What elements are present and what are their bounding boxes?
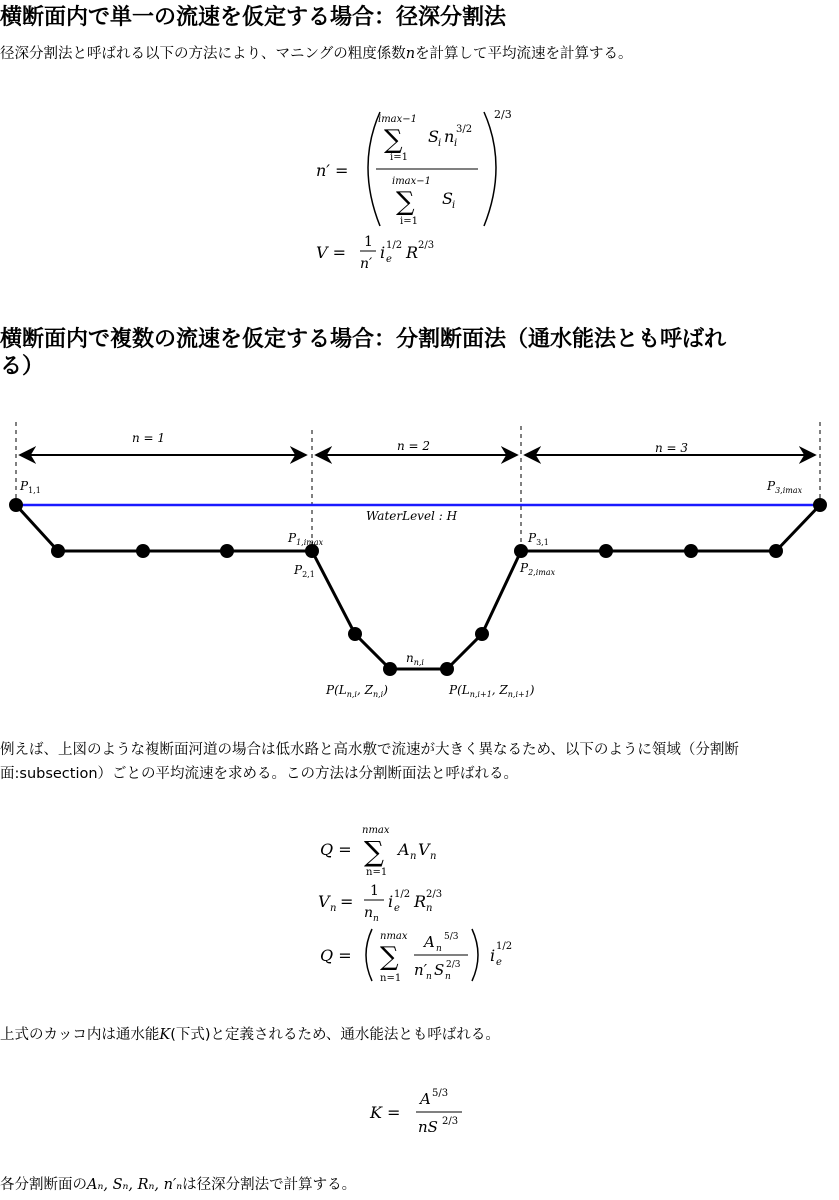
svg-text:∑: ∑ — [380, 942, 399, 972]
node-pl2 — [440, 662, 454, 676]
eq-v-ie: i — [380, 243, 386, 262]
svg-text:2/3: 2/3 — [426, 889, 443, 900]
svg-text:S: S — [434, 961, 445, 979]
svg-text:n: n — [410, 851, 417, 862]
equation-n-prime — [300, 96, 540, 276]
equation-k — [360, 1080, 500, 1144]
node — [220, 544, 234, 558]
section2-heading-line1: 横断面内で複数の流速を仮定する場合：分割断面法（通水能法とも呼ばれ — [0, 327, 727, 352]
eq-num-n: n — [444, 127, 455, 146]
svg-text:1/2: 1/2 — [496, 941, 513, 952]
node — [51, 544, 65, 558]
label-p31: $P_{3,1}$ — [528, 531, 549, 547]
svg-text:1/2: 1/2 — [394, 889, 411, 900]
section1-intro — [0, 42, 633, 66]
svg-text:5/3: 5/3 — [432, 1088, 449, 1099]
label-n3: n = 3 — [655, 441, 689, 455]
eq-v-num: 1 — [364, 234, 373, 250]
node — [475, 627, 489, 641]
svg-text:n: n — [445, 972, 451, 982]
cross-section-diagram — [0, 412, 839, 712]
label-p21: $P_{2,1}$ — [294, 563, 315, 579]
svg-text:Q =: Q = — [320, 840, 352, 859]
svg-text:n: n — [430, 851, 437, 862]
svg-text:n: n — [436, 944, 442, 954]
svg-text:n: n — [373, 914, 379, 924]
svg-text:A: A — [424, 933, 435, 951]
svg-text:e: e — [394, 903, 400, 914]
svg-text:2/3: 2/3 — [446, 960, 461, 970]
last-text-after: は径深分割法で計算する。 — [182, 1177, 357, 1193]
eq-v-lhs: V = — [316, 243, 347, 262]
label-p2imax: $P_{2,imax}$ — [520, 561, 556, 577]
eq-v-den: n′ — [360, 256, 373, 272]
svg-text:V: V — [418, 840, 430, 859]
eq-num-n-sup: 3/2 — [456, 124, 473, 135]
eq-v-r: R — [406, 243, 419, 262]
channel-bed-line — [16, 505, 820, 669]
last-vars: Aₙ, Sₙ, Rₙ, n′ₙ — [87, 1177, 183, 1193]
last-text-before: 各分割断面の — [0, 1177, 87, 1193]
eq-nprime-lhs: n′ = — [316, 161, 349, 180]
label-p3imax: $P_{3,imax}$ — [767, 479, 803, 495]
eq-num-sum-sign: ∑ — [384, 125, 403, 155]
svg-text:R: R — [414, 892, 427, 911]
svg-text:=: = — [340, 892, 354, 911]
label-water-level: WaterLevel : H — [366, 509, 458, 523]
eq-v-ie-sup: 1/2 — [386, 240, 403, 251]
k-text-before: 上式のカッコ内は通水能 — [0, 1027, 160, 1043]
section2-paragraph-line2: 面:subsection）ごとの平均流速を求める。この方法は分割断面法と呼ばれる。 — [0, 766, 519, 782]
right-paren — [484, 112, 496, 226]
node-p11 — [9, 498, 23, 512]
eq-den-sum-sign: ∑ — [396, 187, 415, 217]
svg-text:K =: K = — [370, 1103, 401, 1122]
svg-text:n=1: n=1 — [380, 973, 402, 984]
k-var: K — [159, 1027, 171, 1043]
eq-num-s: S — [428, 127, 439, 146]
svg-text:A: A — [420, 1090, 431, 1108]
eq-den-s: S — [442, 189, 453, 208]
label-p1imax: $P_{1,imax}$ — [288, 531, 324, 547]
node-p31 — [514, 544, 528, 558]
svg-text:n: n — [364, 905, 374, 921]
svg-text:n: n — [330, 903, 337, 914]
node — [599, 544, 613, 558]
intro-var-n: n — [405, 46, 416, 62]
k-text-after: (下式)と定義されるため、通水能法とも呼ばれる。 — [170, 1027, 500, 1043]
eq-num-sum-lower: i=1 — [390, 152, 408, 163]
svg-text:V: V — [318, 892, 330, 911]
svg-text:nmax: nmax — [362, 825, 390, 836]
section2-heading-line2: る） — [0, 354, 45, 379]
svg-text:i: i — [388, 892, 394, 911]
eq-den-s-sub: i — [452, 200, 456, 211]
svg-text:Q =: Q = — [320, 946, 352, 965]
section2-paragraph-line1: 例えば、上図のような複断面河道の場合は低水路と高水敷で流速が大きく異なるため、以下のように領域（分割断 — [0, 742, 739, 758]
section2-heading — [0, 326, 726, 380]
svg-text:n: n — [426, 903, 433, 914]
k-paragraph — [0, 1023, 500, 1047]
eq-den-sum-lower: i=1 — [400, 216, 418, 227]
section1-heading: 横断面内で単一の流速を仮定する場合：径深分割法 — [0, 5, 507, 30]
node-pl — [383, 662, 397, 676]
section2-paragraph — [0, 738, 739, 786]
svg-text:e: e — [496, 957, 502, 968]
svg-text:∑: ∑ — [364, 835, 384, 868]
intro-text-after: を計算して平均流速を計算する。 — [415, 46, 633, 62]
svg-text:2/3: 2/3 — [442, 1116, 459, 1127]
svg-text:n=1: n=1 — [366, 867, 388, 878]
intro-text-before: 径深分割法と呼ばれる以下の方法により、マニングの粗度係数 — [0, 46, 406, 62]
equation-group-q — [300, 815, 560, 1005]
node — [136, 544, 150, 558]
label-pl2: $P(L_{n,i+1}$, $Z_{n,i+1}$) — [449, 683, 535, 699]
svg-text:A: A — [398, 840, 410, 859]
node — [684, 544, 698, 558]
label-nni: $n_{n,i}$ — [406, 651, 424, 667]
svg-text:5/3: 5/3 — [444, 932, 459, 942]
eq-num-s-sub: i — [438, 138, 442, 149]
svg-text:i: i — [490, 946, 496, 965]
label-p11: $P_{1,1}$ — [20, 479, 41, 495]
eq-den-sum-upper: imax−1 — [392, 176, 432, 187]
label-pl: $P(L_{n,i}$, $Z_{n,i}$) — [326, 683, 388, 699]
eq-v-r-sup: 2/3 — [418, 240, 435, 251]
eq-num-n-sub: i — [454, 138, 458, 149]
svg-text:n′: n′ — [414, 961, 428, 979]
node-p3imax — [813, 498, 827, 512]
label-n1: n = 1 — [132, 431, 166, 445]
eq-outer-exp: 2/3 — [494, 108, 512, 121]
svg-text:n: n — [426, 972, 432, 982]
eq-num-sum-upper: imax−1 — [378, 114, 418, 125]
node — [348, 627, 362, 641]
last-paragraph — [0, 1173, 356, 1197]
label-n2: n = 2 — [397, 439, 431, 453]
svg-text:1: 1 — [370, 883, 379, 899]
node — [769, 544, 783, 558]
svg-text:nS: nS — [418, 1118, 438, 1136]
svg-text:nmax: nmax — [380, 931, 408, 942]
eq-v-ie-sub: e — [386, 254, 392, 265]
